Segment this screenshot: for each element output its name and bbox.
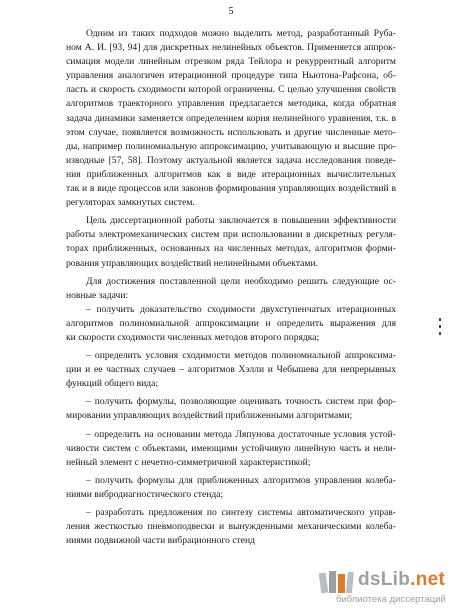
text-line: ниями вибродиагностического стенда; [66,488,224,500]
text-line: – разработать предложения по синтезу системы автоматического управ- [86,507,396,518]
text-line: ном А. И. [93, 94] для дискретных нелинейных объектов. Применяется аппрок- [66,42,396,54]
text-line: нейный элемент с нечетно-симметричной характеристикой; [66,456,311,468]
text-line: Цель диссертационной работы заключается в повышении эффективности [86,215,396,227]
margin-mark [438,318,442,348]
text-line: торах приближенных, основанных на численных методах, алгоритмов форми- [66,243,396,255]
text-line: ды, например полиномиальную аппроксимацию, учитывающую и высшие про- [66,140,396,152]
text-line: – определить на основании метода Ляпунова достаточные условия устой- [86,428,396,440]
text-line: Одним из таких подходов можно выделить метод, разработанный Руба- [86,28,396,39]
text-line: функций общего вида; [66,378,159,390]
text-line: мировании управляющих воздействий приближенными алгоритмами; [66,410,353,422]
watermark-brand [358,567,445,593]
body-text [66,27,396,548]
watermark-brand-tld: .net [410,569,446,590]
text-line: алгоритмов траекторного управления предлагается методика, когда обратная [66,98,396,110]
text-line: так и в виде процессов или законов формирования управляющих воздействий в [66,183,396,195]
text-line: – получить формулы, позволяющие оценивать точность систем при фор- [86,396,396,408]
text-line: изводные [57, 58]. Поэтому актуальной является задача исследования поведе- [66,154,396,166]
text-line: регуляторах замкнутых систем. [66,197,195,209]
watermark [318,567,446,611]
text-line: симация модели линейным отрезком ряда Тейлора и рекуррентный алгоритм [66,56,396,68]
text-line: ции и ее частных случаев – алгоритмов Хэлли и Чебышева для непрерывных [66,364,396,376]
text-line: Для достижения поставленной цели необходимо решить следующие ос- [86,275,396,287]
text-line: – определить условия сходимости методов полиномиальной аппроксима- [86,350,396,362]
text-line: ния приближенных алгоритмов как в виде итерационных вычислительных [66,168,396,180]
text-line: задача динамики заменяется определением корня нелинейного уравнения, т.к. в [66,112,396,124]
text-line: – получить формулы для приближенных алгоритмов управления колеба- [86,474,396,486]
text-line: ласть и скорость сходимости которой ограничены. С целью улучшения свойств [66,84,396,96]
page-number: 5 [228,6,234,17]
books-logo-icon [318,567,356,595]
text-line: алгоритмов полиномиальной аппроксимации и определить выражения для [66,317,396,329]
watermark-brand-main: dsLib [358,569,411,590]
text-line: этом случае, появляется возможность использовать и другие численные мето- [66,126,396,138]
text-line: ления жесткостью пневмоподвески и вынужденными механическими колеба- [66,521,396,533]
text-line: ки скорости сходимости численных методов второго порядка; [66,331,320,343]
text-line: управления аналогичен итерационной процедуре типа Ньютона-Рафсона, об- [66,70,396,82]
text-line: – получить доказательство сходимости двухступенчатых итерационных [86,303,396,315]
watermark-subtitle: библиотека диссертаций [336,594,446,605]
text-line: чивости систем с объектами, имеющими устойчивую линейную часть и нели- [66,442,396,454]
text-line: новные задачи: [66,289,129,301]
text-line: работы электромеханических систем при использовании в дискретных регуля- [66,229,396,241]
text-line: рования управляющих воздействий нелинейными объектами. [66,257,318,269]
text-line: ниями подвижной части вибрационного стенд [66,535,255,547]
